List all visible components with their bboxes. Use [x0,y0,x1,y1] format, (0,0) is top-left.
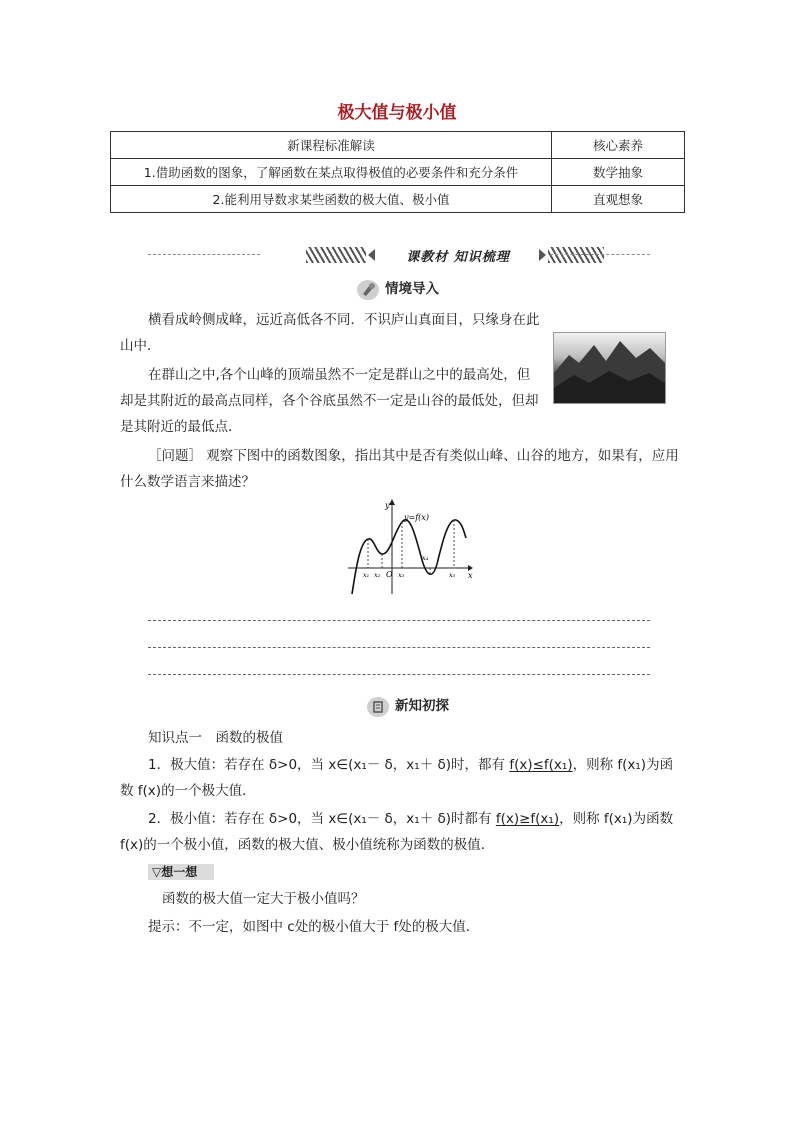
scenario-icon [357,280,379,300]
min-def-text: 2．极小值：若存在 δ>0，当 x∈(x₁－ δ，x₁＋ δ)时都有 [148,811,496,827]
answer-line [148,674,650,675]
x-axis-label: x [468,571,473,580]
table-cell: 1.借助函数的图象，了解函数在某点取得极值的必要条件和充分条件 [111,159,552,186]
y-axis-arrow-icon [389,499,395,505]
question-paragraph: ［问题］ 观察下图中的函数图象，指出其中是否有类似山峰、山谷的地方，如果有，应用什么数学语言来描述？ [120,448,679,490]
table-row [111,159,685,186]
intro-heading-text: 情境导入 [385,281,439,297]
function-graph [344,498,474,596]
intro-heading [357,277,439,300]
banner-center [306,244,546,266]
mountain-photo [553,332,666,404]
max-def-condition: f(x)≤f(x₁) [509,757,573,773]
table-header-cell: 核心素养 [552,132,685,159]
table-row [111,186,685,213]
banner-dotted-line [550,254,650,255]
chevron-down-icon: ▽ [152,865,162,879]
min-def-text: ，则称 f(x₁)为函数 f(x)的一个极小值，函数的极大值、极小值统称为函数的极值． [120,811,674,853]
max-value-definition [120,752,680,804]
table-header-row [111,132,685,159]
table-cell: 直观想象 [552,186,685,213]
min-value-definition [120,806,680,858]
standards-table [110,131,685,213]
knowledge-point-title: 知识点一 函数的极值 [148,730,283,746]
new-knowledge-icon [367,697,389,717]
point-label: x₂ [374,571,381,579]
curve-label: y=f(x) [404,513,429,522]
min-def-condition: f(x)≥f(x₁) [495,811,560,827]
think-question: 函数的极大值一定大于极小值吗？ [162,891,365,907]
think-tag-text: 想一想 [161,865,198,879]
point-label: x₃ [398,571,405,579]
max-def-text: ，则称 f(x₁)为函数 f(x)的一个极大值． [120,757,674,799]
triangle-left-icon [368,249,375,261]
origin-label: O [386,570,393,579]
banner-dotted-line [148,254,260,255]
triangle-right-icon [539,249,546,261]
section-banner [148,244,650,266]
new-knowledge-heading [367,694,449,717]
table-cell: 数学抽象 [552,159,685,186]
point-label: x₄ [422,554,429,562]
table-cell: 2.能利用导数求某些函数的极大值、极小值 [111,186,552,213]
think-hint: 提示：不一定，如图中 c处的极小值大于 f处的极大值． [148,919,480,935]
point-label: x₁ [363,571,370,579]
intro-paragraph-1: 横看成岭侧成峰，远近高低各不同．不识庐山真面目，只缘身在此山中． [120,312,540,354]
point-label: x₅ [449,571,456,579]
banner-hatch-left [306,247,366,263]
page-title: 极大值与极小值 [337,103,457,123]
table-header-cell: 新课程标准解读 [111,132,552,159]
banner-hatch-right [548,247,604,263]
new-knowledge-heading-text: 新知初探 [395,698,449,714]
y-axis-label: y [385,501,390,510]
intro-paragraph-2: 在群山之中,各个山峰的顶端虽然不一定是群山之中的最高处，但却是其附近的最高点同样，各个谷底虽然不一定是山谷的最低处，但却是其附近的最低点． [120,367,539,435]
answer-line [148,620,650,621]
max-def-text: 1．极大值：若存在 δ>0，当 x∈(x₁－ δ，x₁＋ δ)时，都有 [148,757,510,773]
banner-label: 课教材 知识梳理 [406,250,510,265]
think-tag [148,864,214,880]
answer-line [148,647,650,648]
function-curve [352,520,466,594]
